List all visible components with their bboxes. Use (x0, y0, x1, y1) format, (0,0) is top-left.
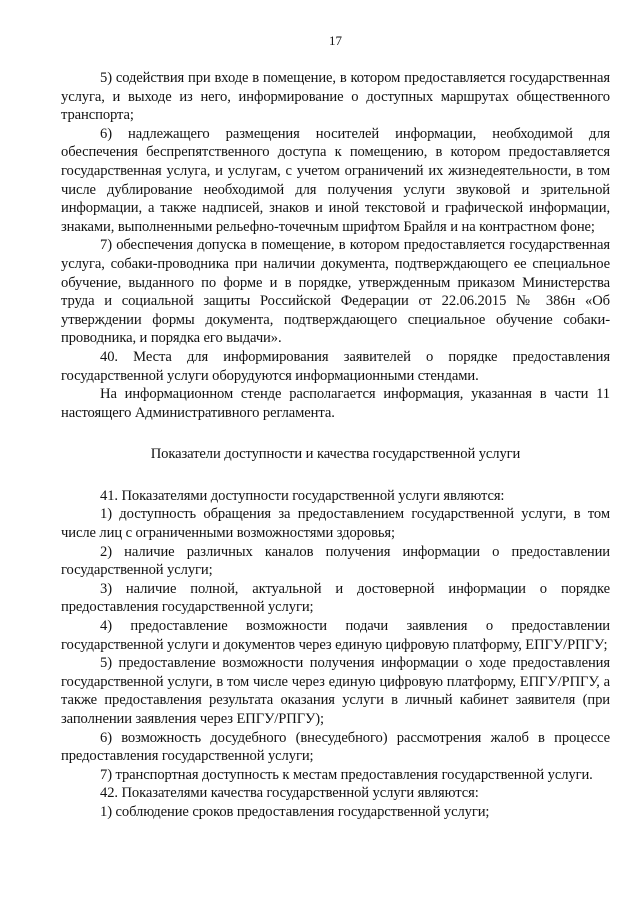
paragraph-item-5: 5) содействия при входе в помещение, в котором предоставляется государственная услуга, и выходе из него, информирование о доступных маршрутах общественного транспорта; (61, 70, 610, 124)
paragraph-42-item-1: 1) соблюдение сроков предоставления государственной услуги; (100, 803, 490, 820)
paragraph-40: 40. Места для информирования заявителей о порядке предоставления государственной услуги оборудуются информационными стендами. (61, 348, 610, 384)
page-number: 17 (329, 33, 342, 48)
paragraph-41-item-2: 2) наличие различных каналов получения информации о предоставлении государственной услуги; (61, 543, 610, 579)
section-bottom (61, 487, 610, 822)
paragraph-item-7: 7) обеспечения допуска в помещение, в котором предоставляется государственная услуга, собаки-проводника при наличии документа, подтверждающего ее специальное обучение, выданного по форме и в порядке, утвержденным приказом Министерства труда и социальной защиты Российской Федерации от 22.06.2015 № 386н «Об утверждении формы документа, подтверждающего специальное обучение собаки-проводника, и порядка его выдачи». (61, 237, 610, 347)
document-page (61, 33, 610, 822)
paragraph-41-item-3: 3) наличие полной, актуальной и достоверной информации о порядке предоставления государственной услуги; (61, 580, 610, 616)
paragraph-41-item-5: 5) предоставление возможности получения информации о ходе предоставления государственной услуги, в том числе через единую цифровую платформу, ЕПГУ/РПГУ, а также предоставления результата оказания услуги в личный кабинет заявителя (при заполнении заявления через ЕПГУ/РПГУ); (61, 655, 610, 727)
paragraph-41: 41. Показателями доступности государственной услуги являются: (100, 487, 505, 504)
paragraph-41-item-4: 4) предоставление возможности подачи заявления о предоставлении государственной услуги и документов через единую цифровую платформу, ЕПГУ/РПГУ; (61, 618, 610, 653)
paragraph-42: 42. Показателями качества государственной услуги являются: (100, 785, 479, 802)
section-heading: Показатели доступности и качества государственной услуги (150, 446, 521, 463)
paragraph-info-stand: На информационном стенде располагается информация, указанная в части 11 настоящего Административного регламента. (61, 386, 610, 421)
paragraph-41-item-1: 1) доступность обращения за предоставлением государственной услуги, в том числе лиц с ограниченными возможностями здоровья; (61, 506, 610, 542)
paragraph-item-6: 6) надлежащего размещения носителей информации, необходимой для обеспечения беспрепятственного доступа к помещению, в котором предоставляется государственная услуга, и услугам, с учетом ограничений их жизнедеятельности, в том числе дублирование необходимой для получения услуги звуковой и зрительной информации, а также надписей, знаков и иной текстовой и графической информации, знаками, выполненными рельефно-точечным шрифтом Брайля и на контрастном фоне; (61, 125, 610, 235)
paragraph-41-item-6: 6) возможность досудебного (внесудебного) рассмотрения жалоб в процессе предоставления государственной услуги; (61, 729, 610, 765)
section-top (61, 69, 610, 422)
paragraph-41-item-7: 7) транспортная доступность к местам предоставления государственной услуги. (100, 766, 593, 783)
